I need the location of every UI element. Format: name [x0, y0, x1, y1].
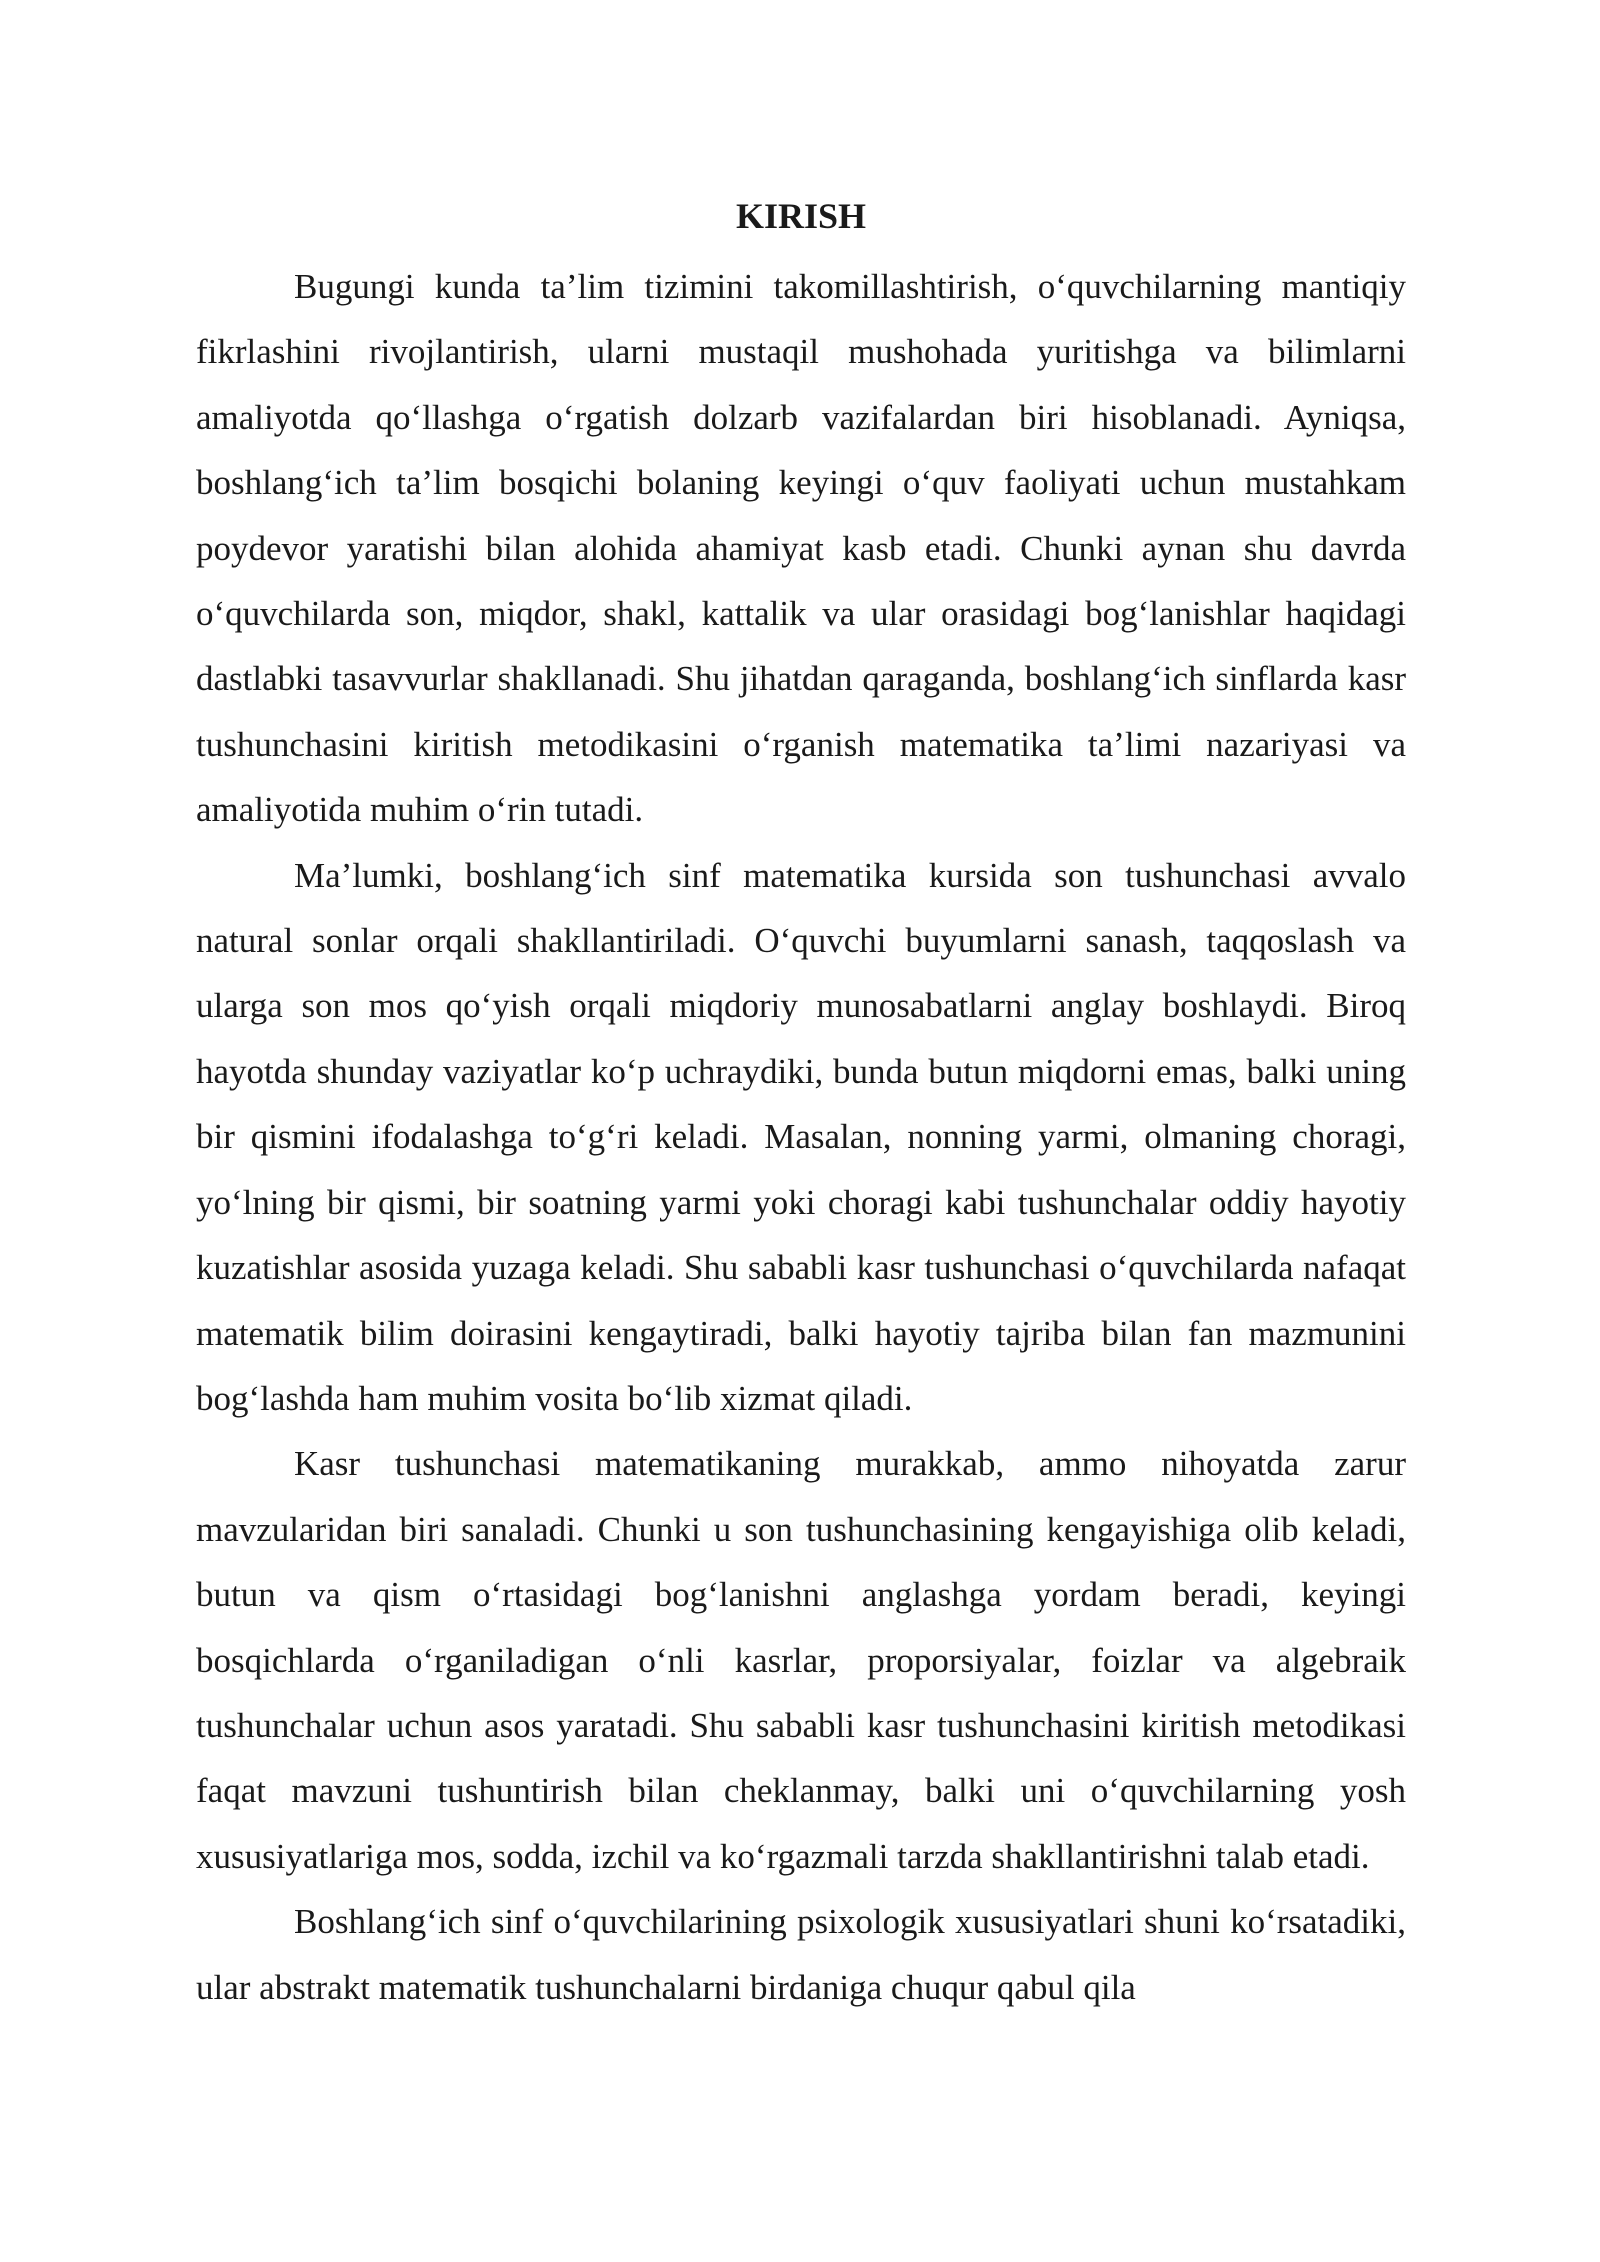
paragraph-2: Ma’lumki, boshlang‘ich sinf matematika kursida son tushunchasi avvalo natural sonlar orqali shakllantiriladi. O‘quvchi buyumlarni sanash, taqqoslash va ularga son mos qo‘yish orqali miqdoriy munosabatlarni anglay boshlaydi. Biroq hayotda shunday vaziyatlar ko‘p uchraydiki, bunda butun miqdorni emas, balki uning bir qismini ifodalashga to‘g‘ri keladi. Masalan, nonning yarmi, olmaning choragi, yo‘lning bir qismi, bir soatning yarmi yoki choragi kabi tushunchalar oddiy hayotiy kuzatishlar asosida yuzaga keladi. Shu sababli kasr tushunchasi o‘quvchilarda nafaqat matematik bilim doirasini kengaytiradi, balki hayotiy tajriba bilan fan mazmunini bog‘lashda ham muhim vosita bo‘lib xizmat qiladi. [196, 855, 1406, 1418]
paragraph-1: Bugungi kunda ta’lim tizimini takomillashtirish, o‘quvchilarning mantiqiy fikrlashini rivojlantirish, ularni mustaqil mushohada yuritishga va bilimlarni amaliyotda qo‘llashga o‘rgatish dolzarb vazifalardan biri hisoblanadi. Ayniqsa, boshlang‘ich ta’lim bosqichi bolaning keyingi o‘quv faoliyati uchun mustahkam poydevor yaratishi bilan alohida ahamiyat kasb etadi. Chunki aynan shu davrda o‘quvchilarda son, miqdor, shakl, kattalik va ular orasidagi bog‘lanishlar haqidagi dastlabki tasavvurlar shakllanadi. Shu jihatdan qaraganda, boshlang‘ich sinflarda kasr tushunchasini kiritish metodikasini o‘rganish matematika ta’limi nazariyasi va amaliyotida muhim o‘rin tutadi. [196, 267, 1406, 830]
section-heading: KIRISH [735, 196, 867, 236]
document-body [196, 190, 1406, 2020]
paragraph-4: Boshlang‘ich sinf o‘quvchilarining psixologik xususiyatlari shuni ko‘rsatadiki, ular abstrakt matematik tushunchalarni birdaniga chuqur qabul qila [196, 1902, 1406, 2007]
paragraph-3: Kasr tushunchasi matematikaning murakkab, ammo nihoyatda zarur mavzularidan biri sanaladi. Chunki u son tushunchasining kengayishiga olib keladi, butun va qism o‘rtasidagi bog‘lanishni anglashga yordam beradi, keyingi bosqichlarda o‘rganiladigan o‘nli kasrlar, proporsiyalar, foizlar va algebraik tushunchalar uchun asos yaratadi. Shu sababli kasr tushunchasini kiritish metodikasi faqat mavzuni tushuntirish bilan cheklanmay, balki uni o‘quvchilarning yosh xususiyatlariga mos, sodda, izchil va ko‘rgazmali tarzda shakllantirishni talab etadi. [196, 1444, 1406, 1876]
